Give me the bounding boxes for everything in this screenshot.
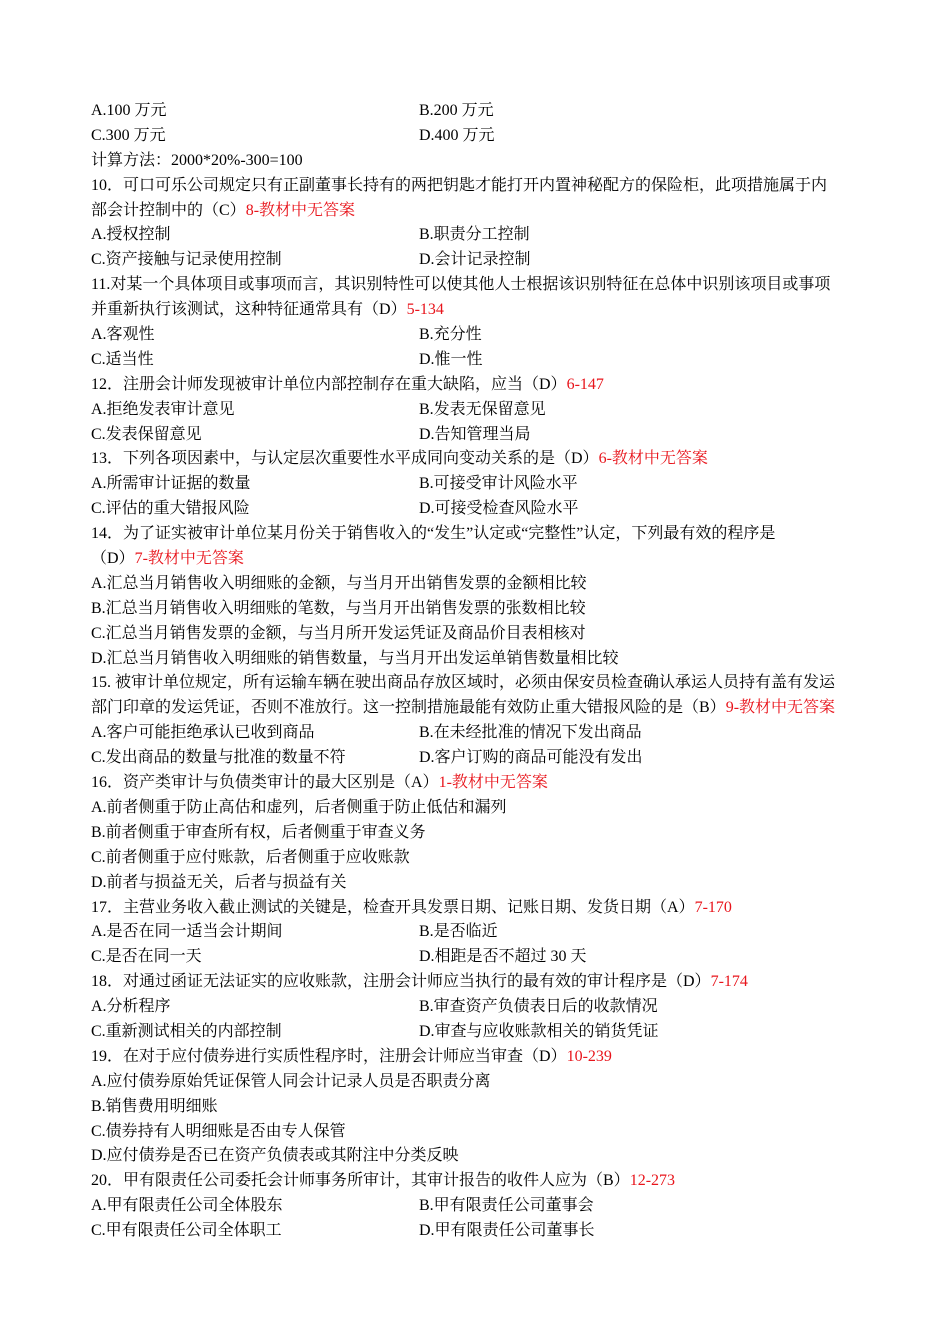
- line-text: 部会计控制中的（C）: [91, 201, 246, 219]
- option-left: A.拒绝发表审计意见: [91, 400, 235, 418]
- text-line: [91, 671, 866, 696]
- option-row: [91, 99, 866, 124]
- text-line: [91, 970, 866, 995]
- option-right: B.发表无保留意见: [419, 400, 546, 418]
- text-line: [91, 821, 866, 846]
- line-text: （D）: [91, 550, 135, 568]
- option-right: D.会计记录控制: [419, 251, 531, 269]
- line-text: 16．资产类审计与负债类审计的最大区别是（A）: [91, 774, 439, 792]
- option-row: [91, 248, 866, 273]
- line-text: D.应付债券是否已在资产负债表或其附注中分类反映: [91, 1147, 459, 1165]
- text-line: [91, 1095, 866, 1120]
- option-right: D.告知管理当局: [419, 425, 531, 443]
- line-text: D.前者与损益无关，后者与损益有关: [91, 873, 347, 891]
- option-row: [91, 746, 866, 771]
- answer-reference: 5-134: [406, 301, 444, 319]
- line-text: A.汇总当月销售收入明细账的金额，与当月开出销售发票的金额相比较: [91, 574, 587, 592]
- text-line: [91, 597, 866, 622]
- option-left: C.发出商品的数量与批准的数量不符: [91, 749, 346, 767]
- option-left: C.300 万元: [91, 126, 166, 144]
- line-text: 14．为了证实被审计单位某月份关于销售收入的“发生”认定或“完整性”认定，下列最有效的程序是: [91, 525, 776, 543]
- document-body: [91, 99, 866, 1244]
- option-left: A.分析程序: [91, 998, 171, 1016]
- line-text: A.应付债券原始凭证保管人同会计记录人员是否职责分离: [91, 1072, 491, 1090]
- option-left: A.甲有限责任公司全体股东: [91, 1197, 283, 1215]
- line-text: D.汇总当月销售收入明细账的销售数量，与当月开出发运单销售数量相比较: [91, 649, 619, 667]
- option-right: D.400 万元: [419, 126, 495, 144]
- line-text: 部门印章的发运凭证，否则不准放行。这一控制措施最能有效防止重大错报风险的是（B）: [91, 699, 726, 717]
- answer-reference: 1-教材中无答案: [438, 774, 548, 792]
- line-text: 12．注册会计师发现被审计单位内部控制存在重大缺陷，应当（D）: [91, 375, 567, 393]
- option-row: [91, 721, 866, 746]
- text-line: [91, 622, 866, 647]
- line-text: 17．主营业务收入截止测试的关键是，检查开具发票日期、记账日期、发货日期（A）: [91, 898, 695, 916]
- line-text: C.债券持有人明细账是否由专人保管: [91, 1122, 346, 1140]
- option-row: [91, 1194, 866, 1219]
- option-left: A.客观性: [91, 326, 155, 344]
- text-line: [91, 1144, 866, 1169]
- option-left: A.100 万元: [91, 102, 167, 119]
- text-line: [91, 572, 866, 597]
- text-line: [91, 1045, 866, 1070]
- option-row: [91, 1219, 866, 1244]
- option-row: [91, 423, 866, 448]
- option-row: [91, 223, 866, 248]
- option-left: C.适当性: [91, 350, 154, 368]
- text-line: [91, 871, 866, 896]
- text-line: [91, 846, 866, 871]
- text-line: [91, 896, 866, 921]
- option-left: C.发表保留意见: [91, 425, 202, 443]
- answer-reference: 8-教材中无答案: [245, 201, 356, 219]
- option-row: [91, 398, 866, 423]
- option-row: [91, 1020, 866, 1045]
- option-left: A.客户可能拒绝承认已收到商品: [91, 724, 315, 742]
- option-row: [91, 497, 866, 522]
- option-row: [91, 995, 866, 1020]
- option-right: D.审查与应收账款相关的销货凭证: [419, 1022, 659, 1040]
- option-right: D.相距是否不超过 30 天: [419, 948, 587, 966]
- option-left: C.重新测试相关的内部控制: [91, 1022, 282, 1040]
- option-right: D.客户订购的商品可能没有发出: [419, 749, 643, 767]
- answer-reference: 7-170: [694, 898, 732, 916]
- option-right: B.在未经批准的情况下发出商品: [419, 724, 642, 742]
- option-left: C.是否在同一天: [91, 948, 202, 966]
- text-line: [91, 1120, 866, 1145]
- option-left: C.评估的重大错报风险: [91, 500, 250, 518]
- option-right: D.可接受检查风险水平: [419, 500, 579, 518]
- text-line: [91, 1169, 866, 1194]
- line-text: B.前者侧重于审查所有权，后者侧重于审查义务: [91, 823, 426, 841]
- option-row: [91, 348, 866, 373]
- text-line: [91, 149, 866, 174]
- text-line: [91, 298, 866, 323]
- option-right: B.200 万元: [419, 102, 494, 119]
- line-text: C.汇总当月销售发票的金额，与当月所开发运凭证及商品价目表相核对: [91, 624, 586, 642]
- text-line: [91, 547, 866, 572]
- option-row: [91, 323, 866, 348]
- option-right: B.甲有限责任公司董事会: [419, 1197, 594, 1215]
- option-row: [91, 472, 866, 497]
- option-right: D.惟一性: [419, 350, 483, 368]
- answer-reference: 9-教材中无答案: [725, 699, 836, 717]
- option-right: B.是否临近: [419, 923, 498, 941]
- option-left: A.所需审计证据的数量: [91, 475, 251, 493]
- line-text: 10．可口可乐公司规定只有正副董事长持有的两把钥匙才能打开内置神秘配方的保险柜，此项措施属于内: [91, 176, 828, 194]
- option-right: B.可接受审计风险水平: [419, 475, 578, 493]
- line-text: 19．在对于应付债券进行实质性程序时，注册会计师应当审查（D）: [91, 1047, 567, 1065]
- option-row: [91, 920, 866, 945]
- text-line: [91, 199, 866, 224]
- line-text: 计算方法：2000*20%-300=100: [91, 151, 303, 169]
- option-right: D.甲有限责任公司董事长: [419, 1222, 595, 1240]
- answer-reference: 7-174: [710, 973, 748, 991]
- answer-reference: 10-239: [566, 1047, 612, 1065]
- answer-reference: 7-教材中无答案: [134, 550, 244, 568]
- option-row: [91, 124, 866, 149]
- text-line: [91, 174, 866, 199]
- option-left: A.是否在同一适当会计期间: [91, 923, 283, 941]
- text-line: [91, 771, 866, 796]
- option-right: B.职责分工控制: [419, 226, 530, 244]
- text-line: [91, 1070, 866, 1095]
- line-text: A.前者侧重于防止高估和虚列，后者侧重于防止低估和漏列: [91, 798, 507, 816]
- text-line: [91, 796, 866, 821]
- text-line: [91, 696, 866, 721]
- option-right: B.充分性: [419, 326, 482, 344]
- text-line: [91, 373, 866, 398]
- text-line: [91, 522, 866, 547]
- line-text: 并重新执行该测试，这种特征通常具有（D）: [91, 301, 407, 319]
- line-text: 15. 被审计单位规定，所有运输车辆在驶出商品存放区域时，必须由保安员检查确认承运人员持有盖有发运: [91, 674, 836, 692]
- line-text: C.前者侧重于应付账款，后者侧重于应收账款: [91, 848, 410, 866]
- option-left: A.授权控制: [91, 226, 171, 244]
- line-text: 11.对某一个具体项目或事项而言，其识别特性可以使其他人士根据该识别特征在总体中识别该项目或事项: [91, 276, 831, 294]
- option-left: C.甲有限责任公司全体职工: [91, 1222, 282, 1240]
- answer-reference: 12-273: [629, 1172, 676, 1190]
- text-line: [91, 447, 866, 472]
- line-text: B.汇总当月销售收入明细账的笔数，与当月开出销售发票的张数相比较: [91, 599, 586, 617]
- text-line: [91, 273, 866, 298]
- text-line: [91, 647, 866, 672]
- line-text: 13．下列各项因素中，与认定层次重要性水平成同向变动关系的是（D）: [91, 450, 599, 468]
- answer-reference: 6-147: [566, 375, 604, 393]
- option-right: B.审查资产负债表日后的收款情况: [419, 998, 658, 1016]
- line-text: B.销售费用明细账: [91, 1097, 218, 1115]
- line-text: 20．甲有限责任公司委托会计师事务所审计，其审计报告的收件人应为（B）: [91, 1172, 630, 1190]
- line-text: 18．对通过函证无法证实的应收账款，注册会计师应当执行的最有效的审计程序是（D）: [91, 973, 711, 991]
- option-left: C.资产接触与记录使用控制: [91, 251, 282, 269]
- answer-reference: 6-教材中无答案: [598, 450, 708, 468]
- option-row: [91, 945, 866, 970]
